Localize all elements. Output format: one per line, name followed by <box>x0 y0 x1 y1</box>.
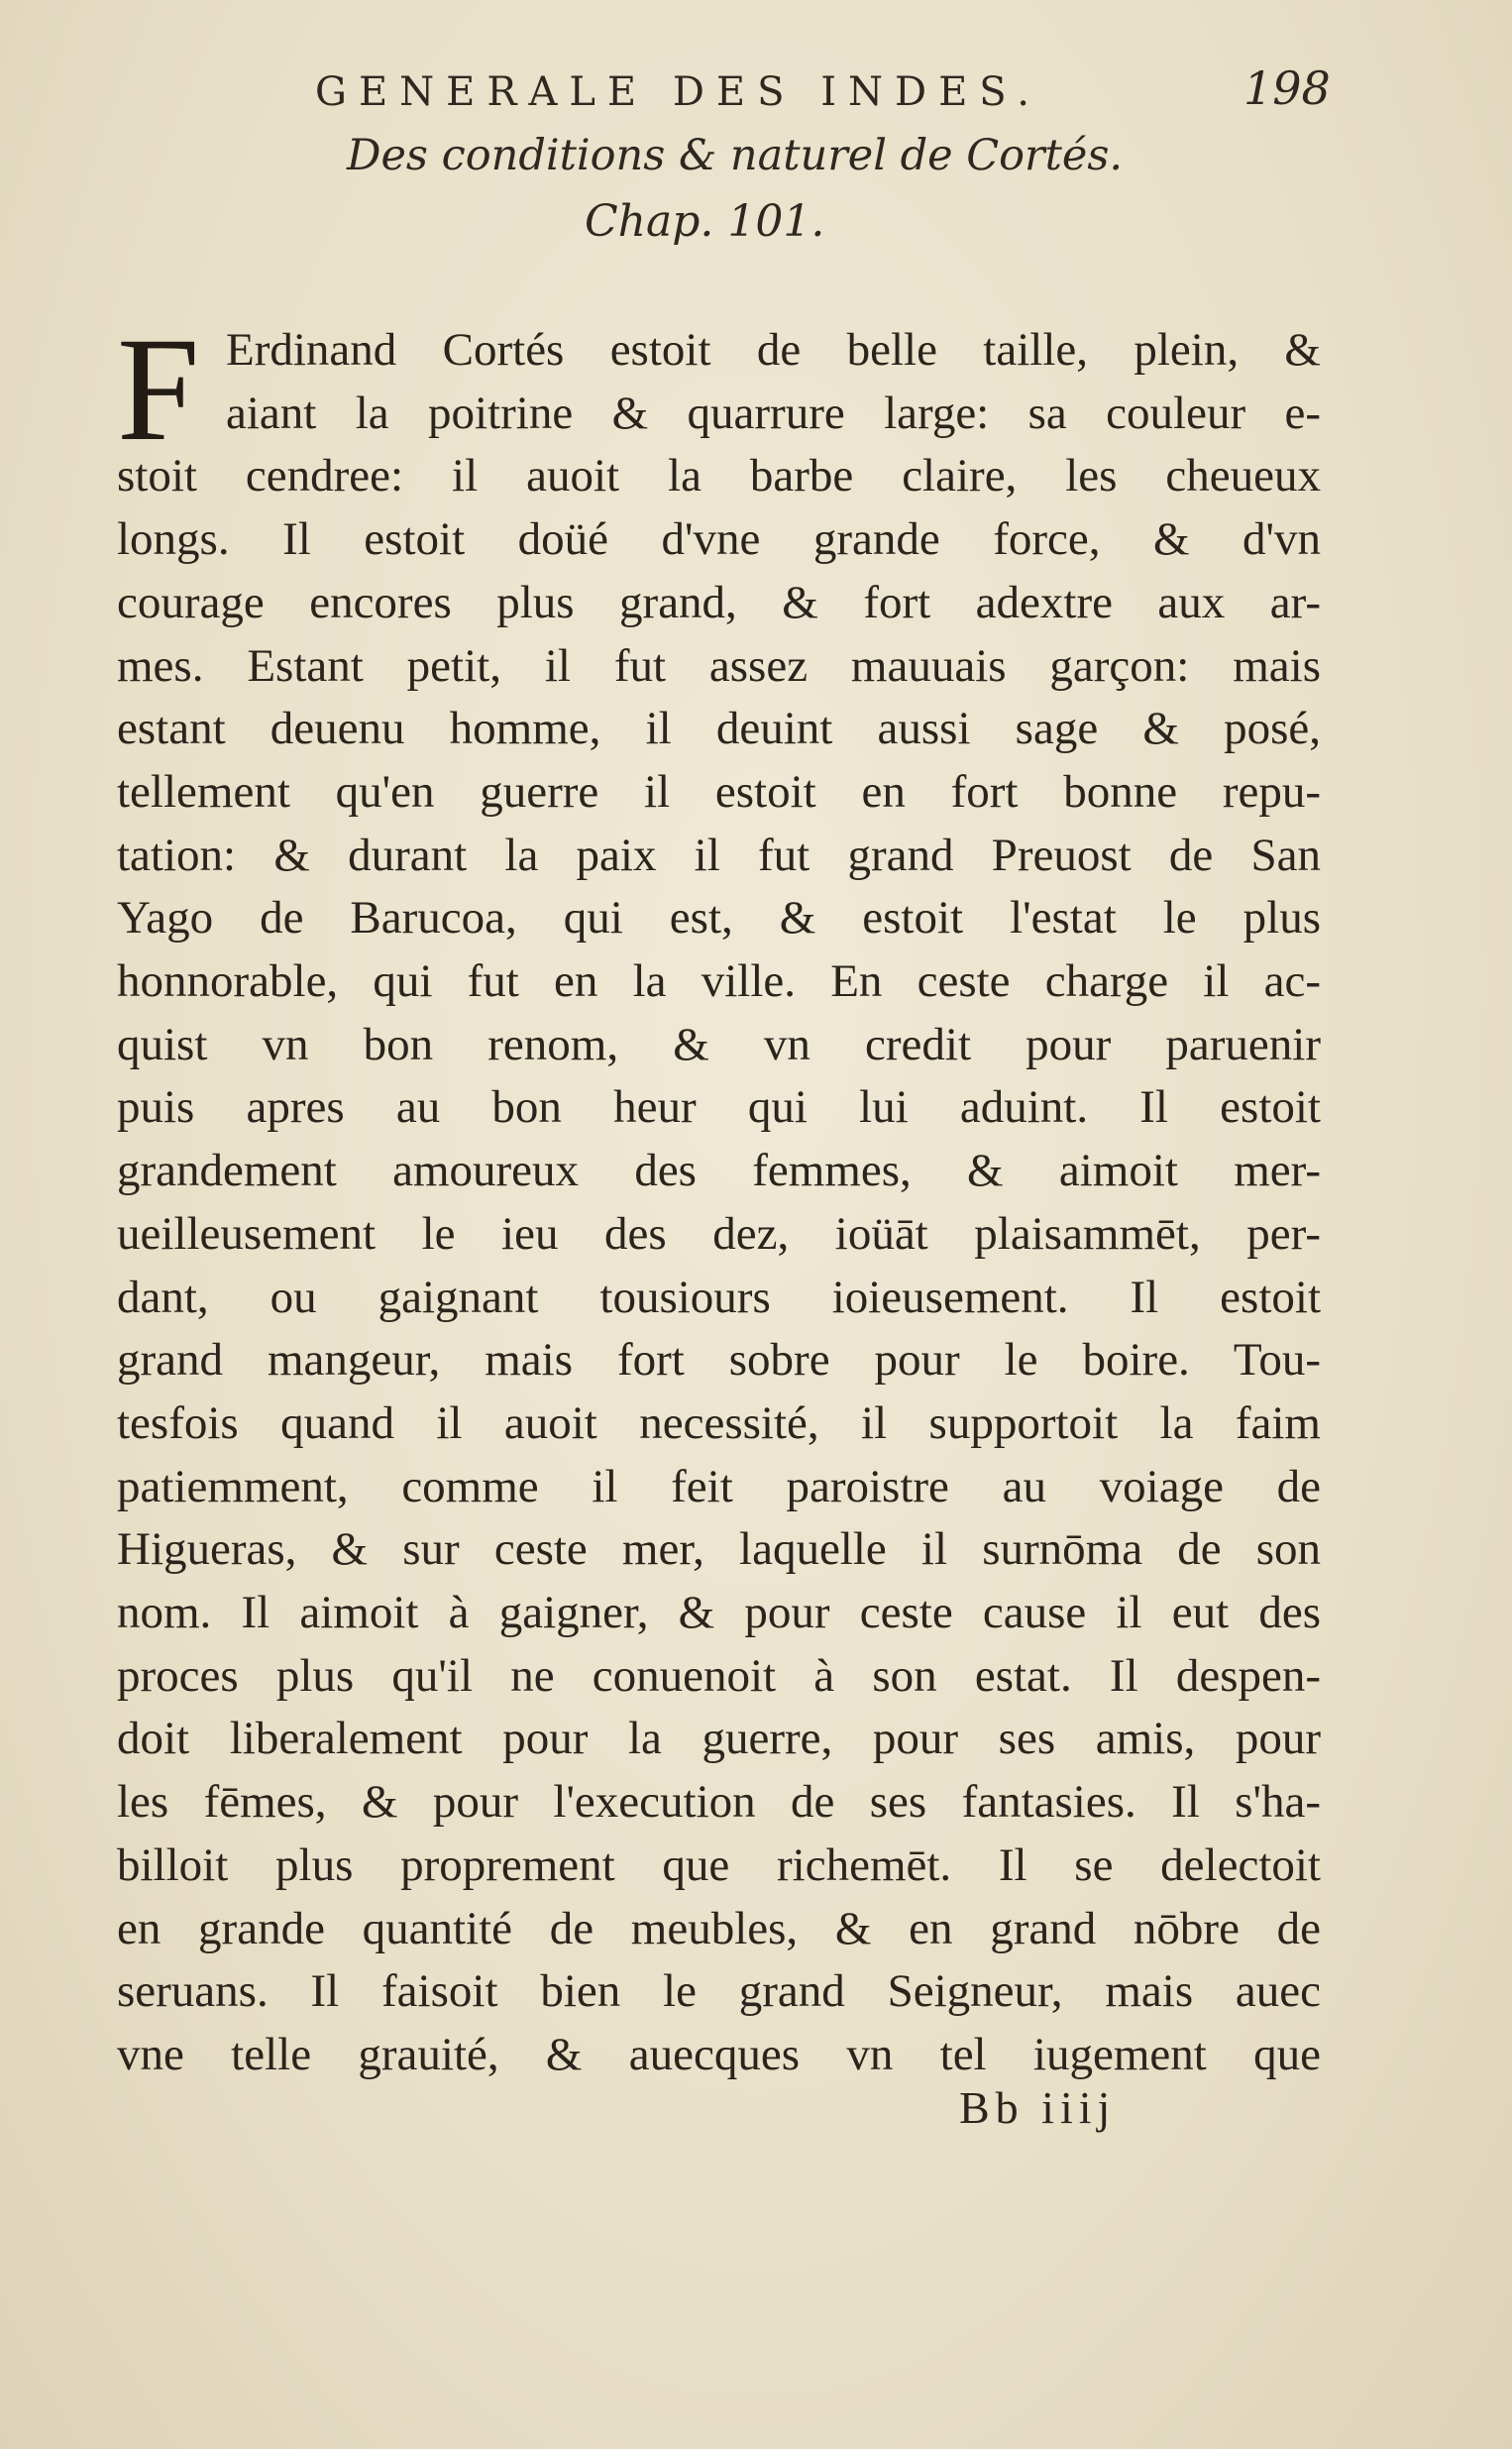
text-line: aiant la poitrine & quarrure large: sa couleur e- <box>226 387 1321 439</box>
text-line: seruans. Il faisoit bien le grand Seigneur, mais auec <box>117 1965 1321 2018</box>
text-line: doit liberalement pour la guerre, pour ses amis, pour <box>117 1713 1321 1765</box>
text-line: grand mangeur, mais fort sobre pour le boire. Tou- <box>117 1334 1321 1387</box>
text-line: honnorable, qui fut en la ville. En ceste charge il ac- <box>117 955 1321 1008</box>
text-line: en grande quantité de meubles, & en grand nōbre de <box>117 1902 1321 1954</box>
text-line: vne telle grauité, & auecques vn tel iugement que <box>117 2028 1321 2080</box>
text-line: nom. Il aimoit à gaigner, & pour ceste cause il eut des <box>117 1587 1321 1639</box>
text-line: quist vn bon renom, & vn credit pour paruenir <box>117 1018 1321 1070</box>
drop-cap-initial: F <box>117 307 200 472</box>
text-line: tesfois quand il auoit necessité, il supportoit la faim <box>117 1396 1321 1449</box>
text-line: Higueras, & sur ceste mer, laquelle il surnōma de son <box>117 1523 1321 1576</box>
text-line: ueilleusement le ieu des dez, ioüāt plaisammēt, per- <box>117 1207 1321 1260</box>
text-line: patiemment, comme il feit paroistre au voiage de <box>117 1460 1321 1512</box>
text-line: proces plus qu'il ne conuenoit à son estat. Il despen- <box>117 1649 1321 1702</box>
text-line: longs. Il estoit doüé d'vne grande force, & d'vn <box>117 513 1321 566</box>
page-number: 198 <box>1243 61 1331 115</box>
text-line: puis apres au bon heur qui lui aduint. Il estoit <box>117 1081 1321 1134</box>
running-head: GENERALE DES INDES. <box>315 69 1041 115</box>
text-line: courage encores plus grand, & fort adextre aux ar- <box>117 576 1321 628</box>
text-line: dant, ou gaignant tousiours ioieusement. Il estoit <box>117 1271 1321 1323</box>
text-line: Erdinand Cortés estoit de belle taille, plein, & <box>226 324 1321 376</box>
text-line: stoit cendree: il auoit la barbe claire, les cheueux <box>117 450 1321 502</box>
chapter-title: Des conditions & naturel de Cortés. <box>347 131 1124 180</box>
text-line: tation: & durant la paix il fut grand Preuost de San <box>117 829 1321 881</box>
signature-mark: Bb iiij <box>959 2082 1117 2133</box>
chapter-number: Chap. 101. <box>585 196 825 247</box>
text-line: grandement amoureux des femmes, & aimoit mer- <box>117 1145 1321 1197</box>
text-line: billoit plus proprement que richemēt. Il se delectoit <box>117 1838 1321 1891</box>
text-line: Yago de Barucoa, qui est, & estoit l'estat le plus <box>117 892 1321 945</box>
text-line: estant deuenu homme, il deuint aussi sage & posé, <box>117 703 1321 755</box>
text-line: les fēmes, & pour l'execution de ses fantasies. Il s'ha- <box>117 1776 1321 1829</box>
text-line: tellement qu'en guerre il estoit en fort bonne repu- <box>117 765 1321 818</box>
body-text <box>117 319 1321 2087</box>
text-line: mes. Estant petit, il fut assez mauuais garçon: mais <box>117 639 1321 692</box>
